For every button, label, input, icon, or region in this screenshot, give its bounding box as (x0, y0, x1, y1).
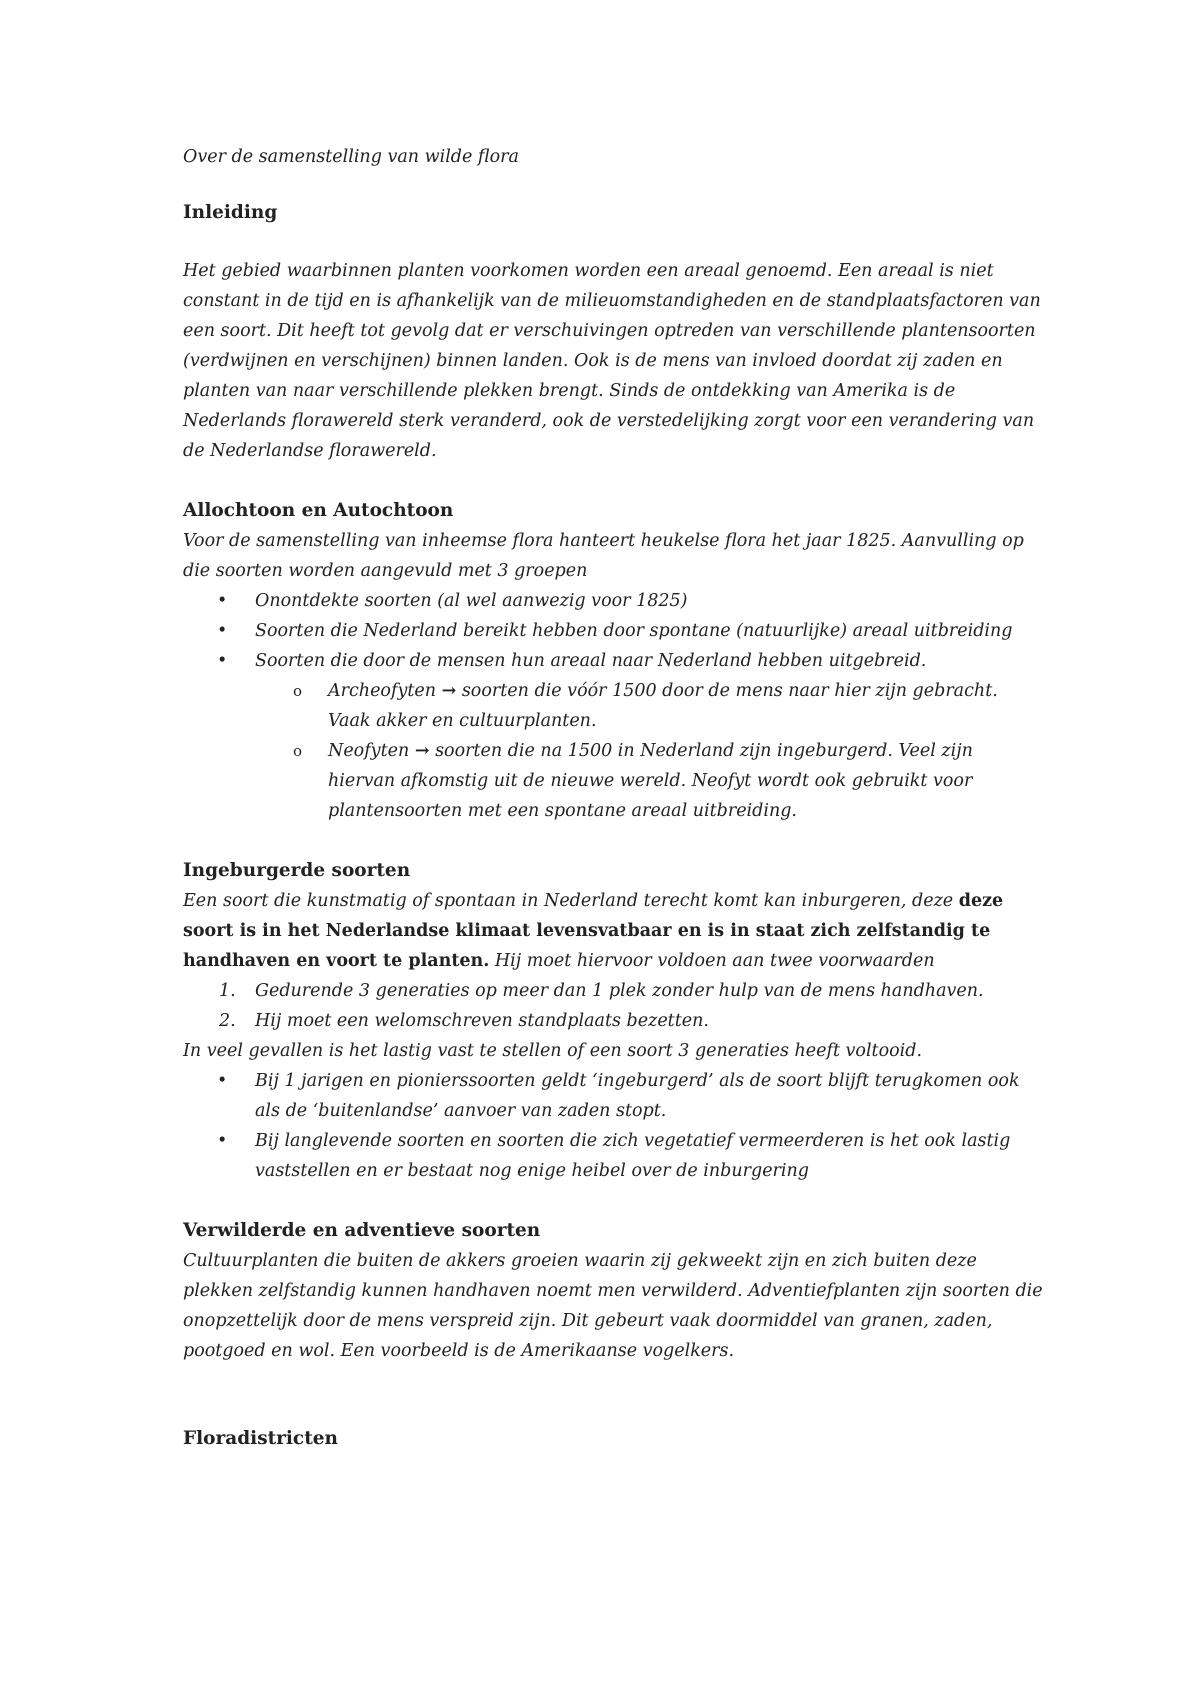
list-item: • Bij 1 jarigen en pionierssoorten geldt ‘ingeburgerd’ als de soort blijft terugkomen ook als de ‘buitenlandse’ aanvoer van zaden stopt. (183, 1066, 1043, 1126)
sub-list-item-neofyten: o Neofyten → soorten die na 1500 in Nederland zijn ingeburgerd. Veel zijn hiervan afkomstig uit de nieuwe wereld. Neofyt wordt ook gebruikt voor plantensoorten met een spontane areaal uitbreiding. (183, 736, 1043, 826)
paragraph-allochtoon-intro: Voor de samenstelling van inheemse flora hanteert heukelse flora het jaar 1825. Aanvulling op die soorten worden aangevuld met 3 groepen (183, 531, 1024, 581)
list-item: 1. Gedurende 3 generaties op meer dan 1 plek zonder hulp van de mens handhaven. (219, 981, 984, 1001)
bullet-marker: • (217, 1131, 228, 1151)
list-item: 2. Hij moet een welomschreven standplaats bezetten. (219, 1011, 709, 1031)
bullet-marker: • (217, 591, 228, 611)
bullet-marker: • (217, 651, 228, 671)
document-title: Over de samenstelling van wilde flora (183, 147, 519, 167)
arrow-right-icon: → (441, 681, 457, 701)
bullet-list-groups (183, 586, 1043, 826)
sub-bullet-marker: o (293, 682, 303, 700)
bullet-list-ingeburgerd (183, 1066, 1043, 1186)
bullet-marker: • (217, 1071, 228, 1091)
paragraph-ingeburgerd-note: In veel gevallen is het lastig vast te stellen of een soort 3 generaties heeft voltooid. (183, 1041, 923, 1061)
heading-ingeburgerd: Ingeburgerde soorten (183, 860, 411, 881)
heading-verwilderd: Verwilderde en adventieve soorten (183, 1220, 541, 1241)
heading-inleiding: Inleiding (183, 202, 278, 223)
list-item: • Soorten die Nederland bereikt hebben door spontane (natuurlijke) areaal uitbreiding (183, 616, 1043, 646)
list-item: • Soorten die door de mensen hun areaal naar Nederland hebben uitgebreid. (183, 646, 1043, 676)
sub-list-item-archeofyten: o Archeofyten → soorten die vóór 1500 door de mens naar hier zijn gebracht. Vaak akker en cultuurplanten. (183, 676, 1043, 736)
heading-allochtoon: Allochtoon en Autochtoon (183, 500, 454, 521)
list-item: • Bij langlevende soorten en soorten die zich vegetatief vermeerderen is het ook lastig vaststellen en er bestaat nog enige heibel over de inburgering (183, 1126, 1043, 1186)
list-item: • Onontdekte soorten (al wel aanwezig voor 1825) (183, 586, 1043, 616)
heading-floradistricten: Floradistricten (183, 1428, 338, 1449)
numbered-list-conditions (183, 976, 1043, 1036)
paragraph-verwilderd: Cultuurplanten die buiten de akkers groeien waarin zij gekweekt zijn en zich buiten deze plekken zelfstandig kunnen handhaven noemt men verwilderd. Adventiefplanten zijn soorten die onopzettelijk door de mens verspreid zijn. Dit gebeurt vaak doormiddel van granen, zaden, pootgoed en wol. Een voorbeeld is de Amerikaanse vogelkers. (183, 1251, 1043, 1361)
bullet-marker: • (217, 621, 228, 641)
arrow-right-icon: → (414, 741, 430, 761)
paragraph-ingeburgerd-intro: Een soort die kunstmatig of spontaan in Nederland terecht komt kan inburgeren, deze deze soort is in het Nederlandse klimaat levensvatbaar en is in staat zich zelfstandig te handhaven en voort te planten. Hij moet hiervoor voldoen aan twee voorwaarden (183, 891, 1004, 971)
paragraph-inleiding: Het gebied waarbinnen planten voorkomen worden een areaal genoemd. Een areaal is niet constant in de tijd en is afhankelijk van de milieuomstandigheden en de standplaatsfactoren van een soort. Dit heeft tot gevolg dat er verschuivingen optreden van verschillende plantensoorten (verdwijnen en verschijnen) binnen landen. Ook is de mens van invloed doordat zij zaden en planten van naar verschillende plekken brengt. Sinds de ontdekking van Amerika is de Nederlands florawereld sterk veranderd, ook de verstedelijking zorgt voor een verandering van de Nederlandse florawereld. (183, 261, 1041, 461)
document-page (183, 142, 1043, 1454)
sub-bullet-marker: o (293, 742, 303, 760)
